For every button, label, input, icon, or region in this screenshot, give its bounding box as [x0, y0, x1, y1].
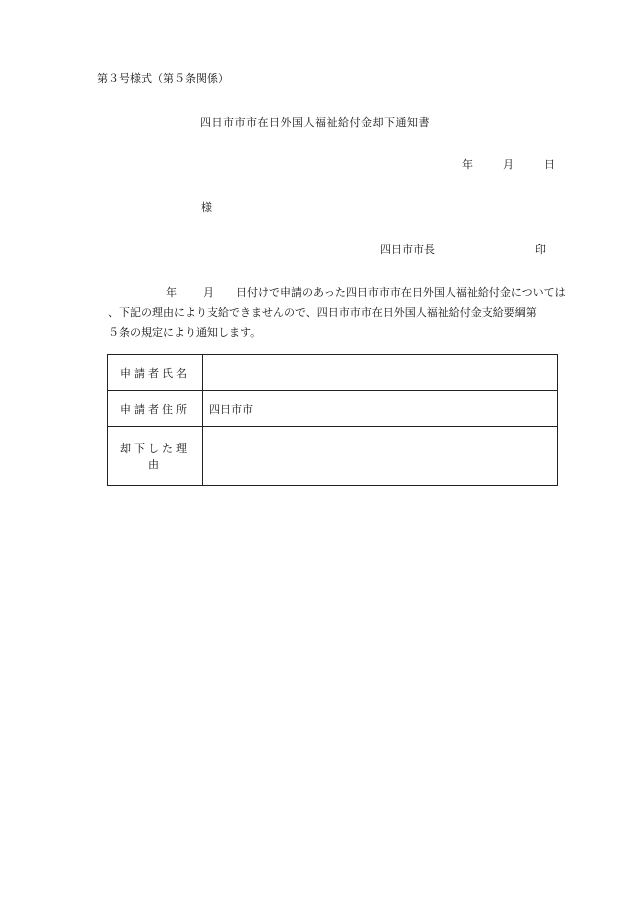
applicant-name-label: 申請者氏名: [108, 355, 203, 391]
applicant-info-table: [107, 354, 558, 486]
body-year-label: 年: [166, 286, 177, 299]
table-row: [108, 355, 558, 391]
rejection-reason-label: 却下した理由: [108, 427, 203, 486]
notice-body: [108, 283, 578, 343]
table-row: [108, 427, 558, 486]
issuer-name: 四日市市長: [380, 243, 435, 256]
addressee-honorific: 様: [201, 201, 212, 214]
applicant-address-label: 申請者住所: [108, 391, 203, 427]
date-line: [462, 156, 555, 172]
date-day-label: 日: [544, 158, 555, 171]
body-line-1-text: 日付けで申請のあった四日市市市在日外国人福祉給付金については: [236, 286, 566, 299]
document-title: 四日市市市在日外国人福祉給付金却下通知書: [200, 116, 430, 129]
issuer-seal-mark: 印: [535, 243, 546, 256]
table-row: [108, 391, 558, 427]
applicant-address-field[interactable]: 四日市市: [203, 391, 558, 427]
applicant-name-field[interactable]: [203, 355, 558, 391]
form-number: 第３号様式（第５条関係）: [97, 72, 229, 85]
body-line-1: [108, 283, 578, 303]
date-year-label: 年: [462, 158, 473, 171]
body-month-label: 月: [203, 286, 214, 299]
body-line-3: ５条の規定により通知します。: [108, 326, 262, 339]
date-month-label: 月: [503, 158, 514, 171]
rejection-reason-field[interactable]: [203, 427, 558, 486]
body-line-2: 、下記の理由により支給できませんので、四日市市市在日外国人福祉給付金支給要綱第: [108, 306, 537, 319]
